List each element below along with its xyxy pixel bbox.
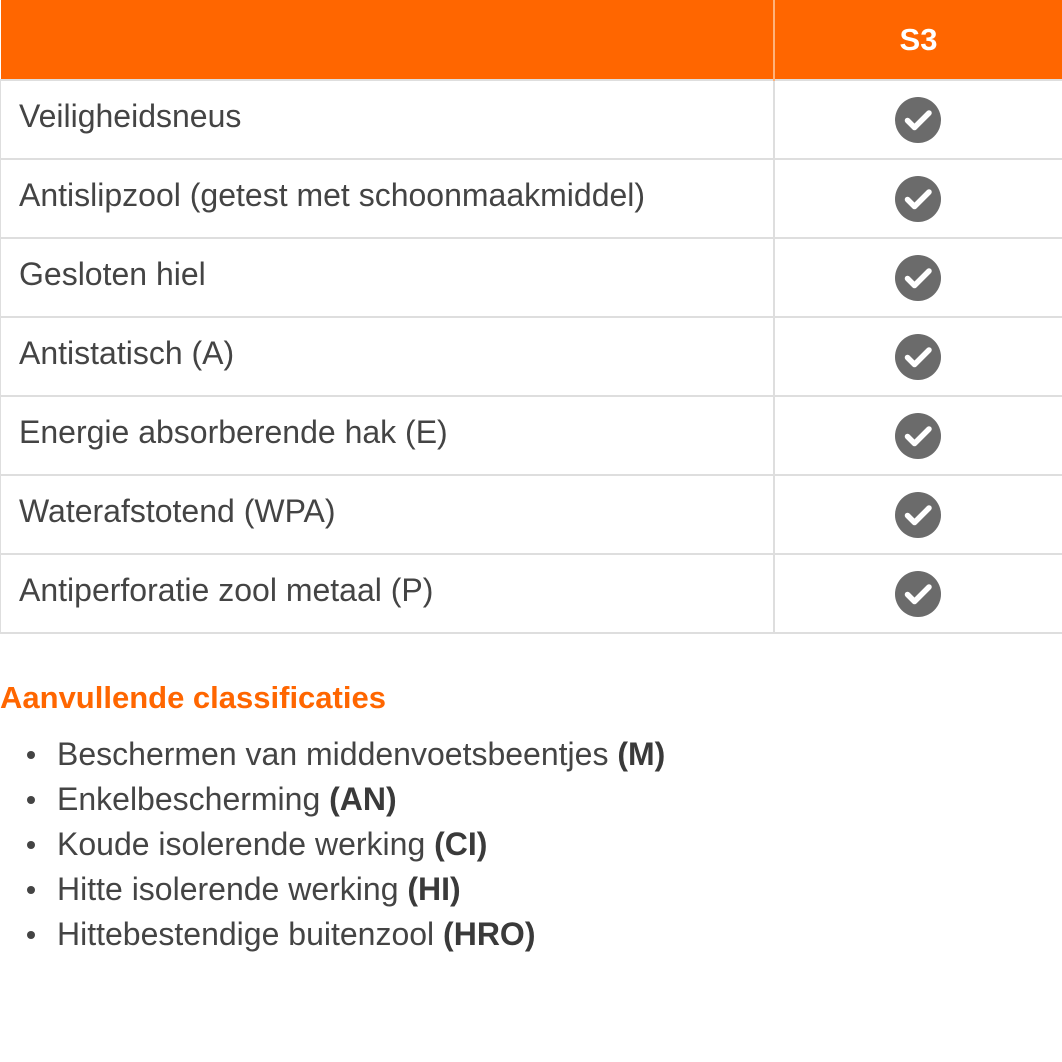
classification-code: (M) [617, 736, 666, 772]
classification-text: Koude isolerende werking [57, 826, 426, 862]
feature-label: Antislipzool (getest met schoonmaakmiddel) [1, 159, 774, 238]
feature-label: Gesloten hiel [1, 238, 774, 317]
value-cell [774, 80, 1062, 159]
value-cell [774, 238, 1062, 317]
feature-label: Antistatisch (A) [1, 317, 774, 396]
feature-label: Energie absorberende hak (E) [1, 396, 774, 475]
table-row [1, 396, 1062, 475]
classification-code: (HI) [407, 871, 461, 907]
additional-classifications-title: Aanvullende classificaties [0, 680, 386, 715]
classification-code: (CI) [434, 826, 488, 862]
list-item [57, 867, 665, 912]
bullet-icon [27, 886, 35, 894]
table-row [1, 238, 1062, 317]
classification-text: Hitte isolerende werking [57, 871, 399, 907]
classification-code: (AN) [329, 781, 397, 817]
table-body [1, 80, 1062, 633]
check-circle-icon [895, 255, 941, 301]
value-cell [774, 159, 1062, 238]
table-row [1, 159, 1062, 238]
value-cell [774, 317, 1062, 396]
check-circle-icon [895, 176, 941, 222]
feature-label: Antiperforatie zool metaal (P) [1, 554, 774, 633]
list-item [57, 777, 665, 822]
check-circle-icon [895, 571, 941, 617]
bullet-icon [27, 796, 35, 804]
check-circle-icon [895, 97, 941, 143]
value-cell [774, 554, 1062, 633]
check-circle-icon [895, 413, 941, 459]
bullet-icon [27, 931, 35, 939]
classification-code: (HRO) [443, 916, 536, 952]
header-s3-cell: S3 [774, 0, 1062, 80]
bullet-icon [27, 841, 35, 849]
classification-text: Hittebestendige buitenzool [57, 916, 435, 952]
list-item [57, 822, 665, 867]
classification-text: Enkelbescherming [57, 781, 321, 817]
table-row [1, 317, 1062, 396]
table-row [1, 475, 1062, 554]
table-row [1, 554, 1062, 633]
bullet-icon [27, 751, 35, 759]
feature-label: Waterafstotend (WPA) [1, 475, 774, 554]
value-cell [774, 475, 1062, 554]
table-row [1, 80, 1062, 159]
list-item [57, 912, 665, 957]
check-circle-icon [895, 334, 941, 380]
header-feature-cell [1, 0, 774, 80]
classification-list [0, 732, 665, 957]
table-header [1, 0, 1062, 80]
list-item [57, 732, 665, 777]
value-cell [774, 396, 1062, 475]
check-circle-icon [895, 492, 941, 538]
feature-label: Veiligheidsneus [1, 80, 774, 159]
classification-text: Beschermen van middenvoetsbeentjes [57, 736, 609, 772]
header-row [1, 0, 1062, 80]
